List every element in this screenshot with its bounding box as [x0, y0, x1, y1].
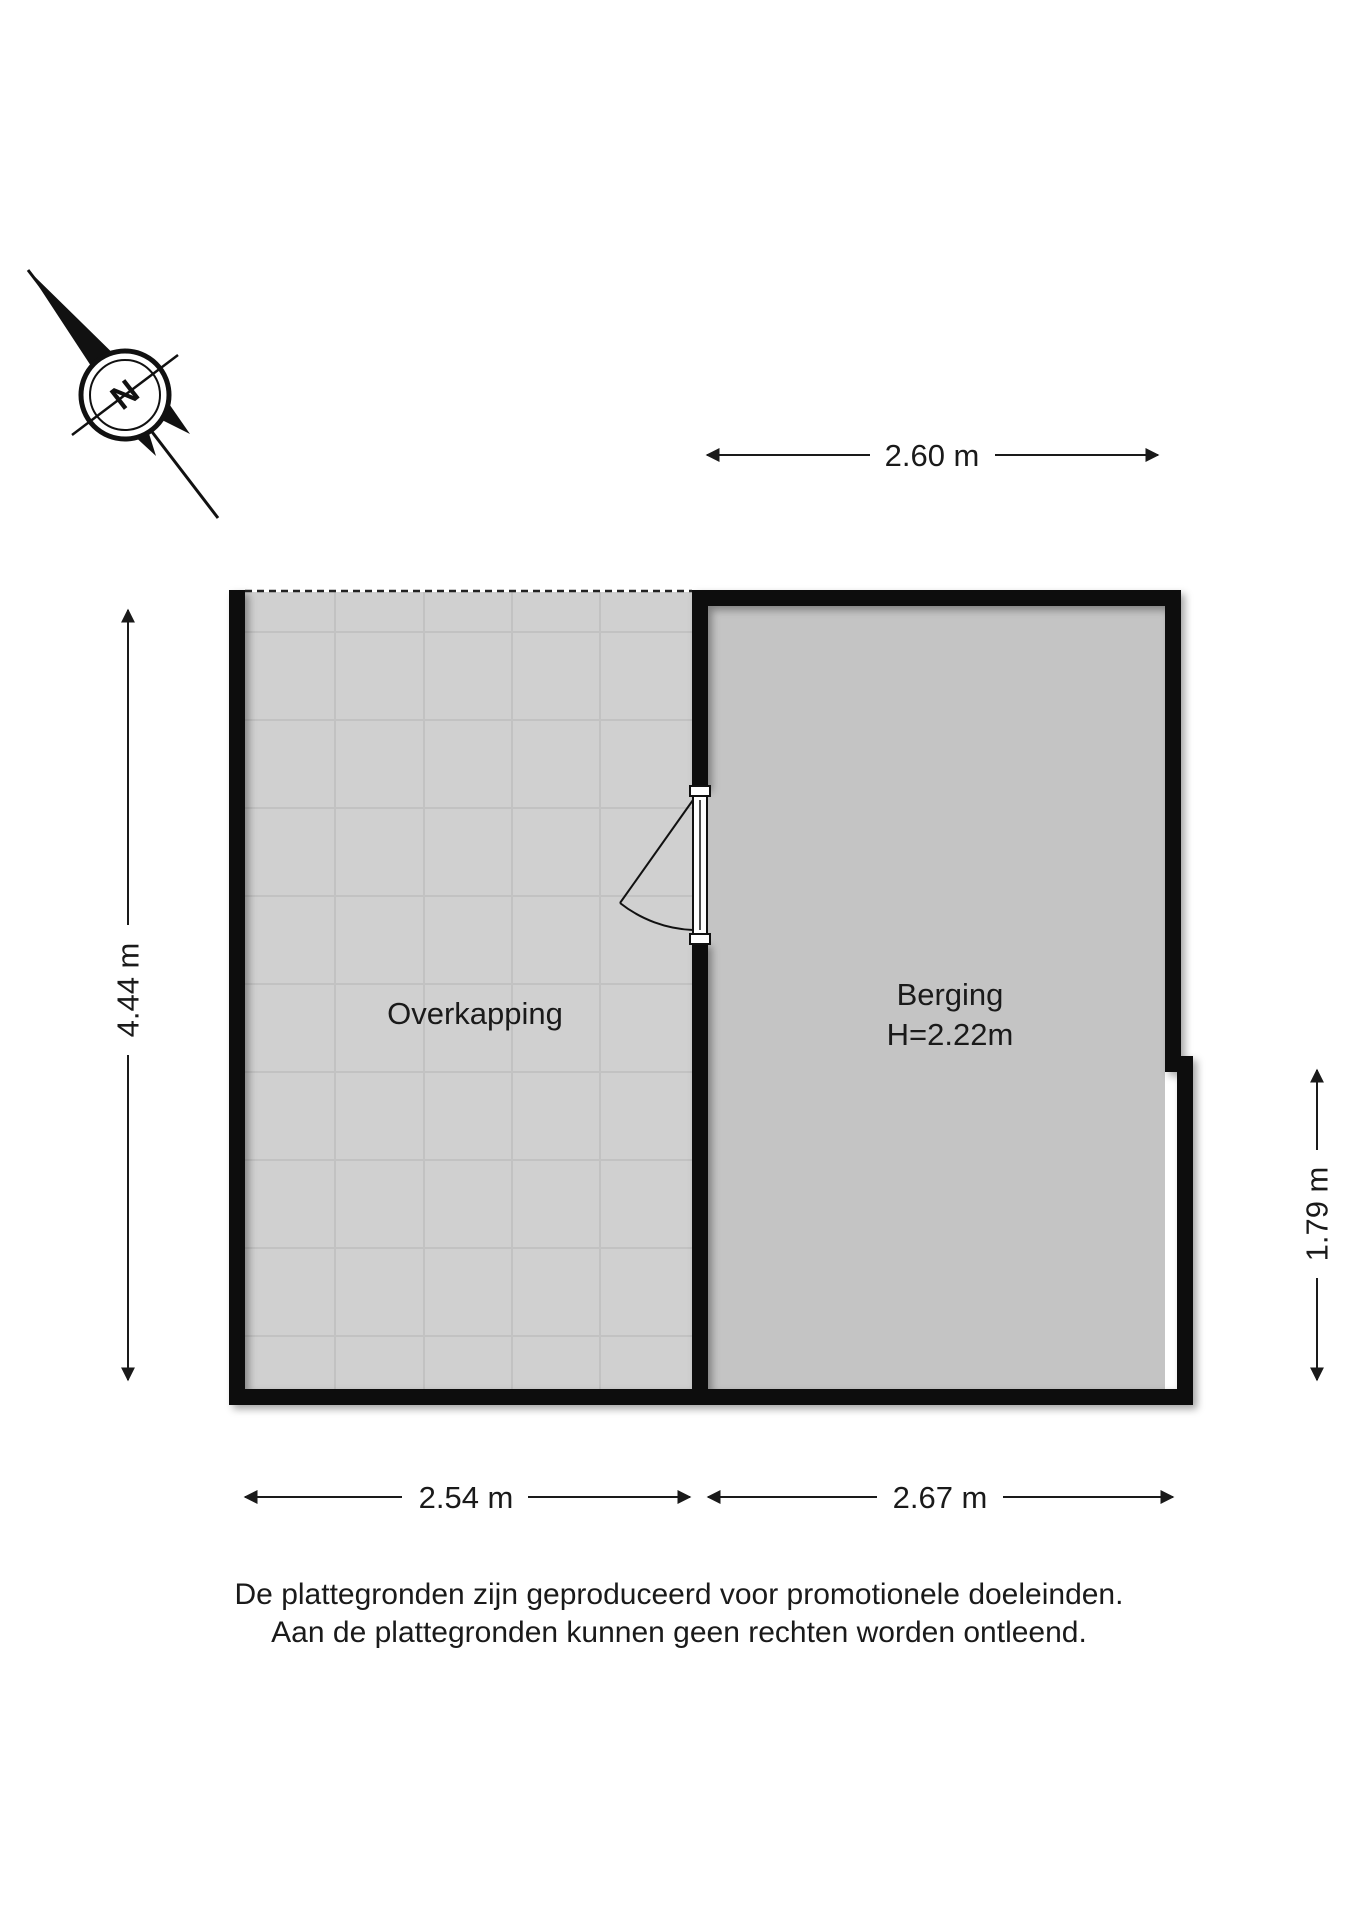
dimension-top: [707, 438, 1158, 473]
room-overkapping: [242, 592, 697, 1390]
dimension-top-label: 2.60 m: [884, 438, 980, 473]
disclaimer-line-1: De plattegronden zijn geproduceerd voor promotionele doeleinden.: [234, 1578, 1124, 1611]
dimension-bottom-left-label: 2.54 m: [418, 1480, 514, 1515]
dimension-left: [111, 610, 146, 1380]
dimension-bottom-right: [708, 1480, 1173, 1515]
compass-letter: N: [103, 372, 147, 418]
compass-icon: [28, 270, 218, 518]
dimension-right: [1300, 1070, 1335, 1380]
dimension-right-label: 1.79 m: [1299, 1166, 1335, 1262]
room-label-berging: Berging: [896, 977, 1004, 1012]
room-label-overkapping: Overkapping: [387, 996, 563, 1031]
disclaimer-line-2: Aan de plattegronden kunnen geen rechten worden ontleend.: [271, 1616, 1087, 1649]
room-height-berging: H=2.22m: [886, 1017, 1014, 1052]
dimension-bottom-left: [245, 1480, 690, 1515]
dimension-left-label: 4.44 m: [110, 942, 146, 1038]
dimension-bottom-right-label: 2.67 m: [892, 1480, 988, 1515]
